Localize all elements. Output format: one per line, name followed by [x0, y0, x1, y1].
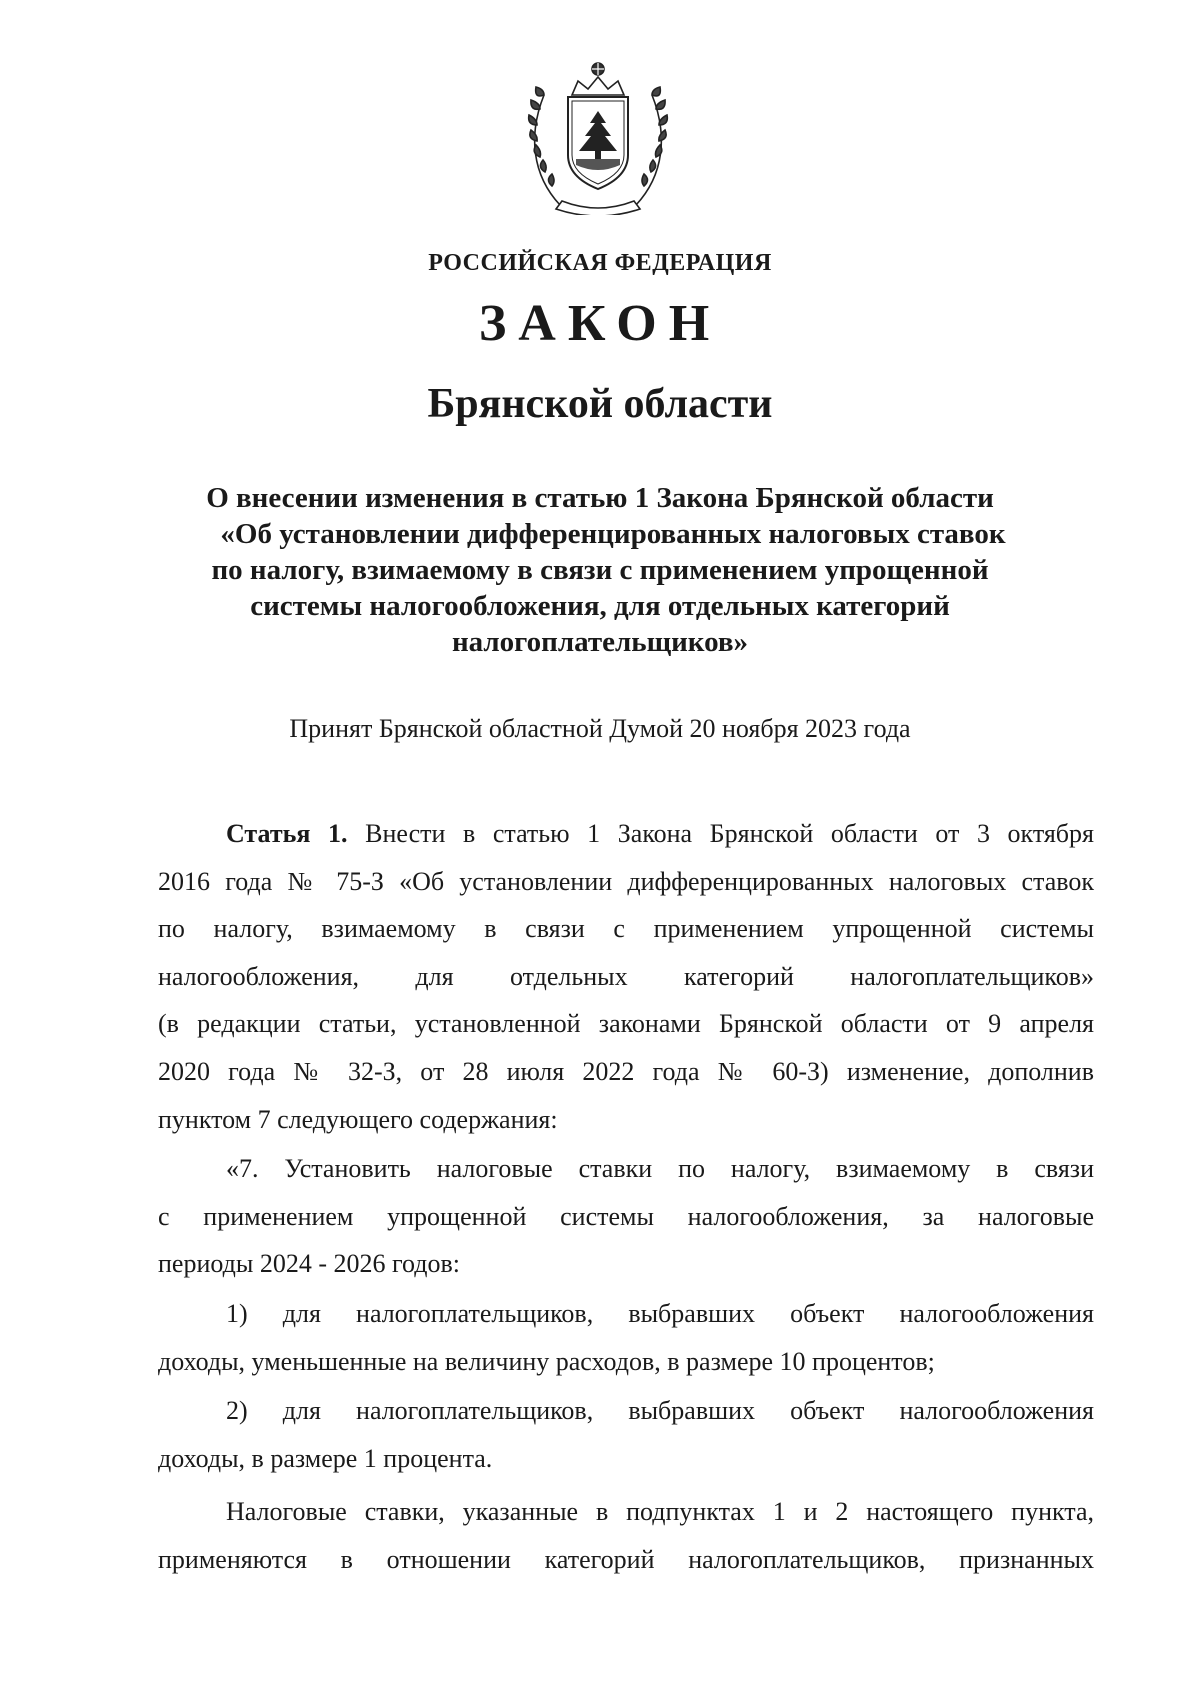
article-line: 2020 года № 32-З, от 28 июля 2022 года № 60-З) изменение, дополнив [158, 1056, 1094, 1086]
country-heading: РОССИЙСКАЯ ФЕДЕРАЦИЯ [428, 250, 772, 276]
rates-line: применяются в отношении категорий налогоплательщиков, признанных [158, 1544, 1094, 1574]
region-heading: Брянской области [427, 381, 773, 427]
law-title-line: «Об установлении дифференцированных налоговых ставок [220, 518, 1006, 550]
law-title-line: системы налогообложения, для отдельных категорий [250, 590, 950, 622]
clause7-line: периоды 2024 - 2026 годов: [158, 1249, 460, 1279]
article-label: Статья 1. [226, 819, 348, 848]
item2-line: 2) для налогоплательщиков, выбравших объект налогообложения [226, 1396, 1094, 1426]
article-line: пунктом 7 следующего содержания: [158, 1104, 558, 1134]
law-title-line: налогоплательщиков» [451, 626, 749, 658]
article-line: налогообложения, для отдельных категорий налогоплательщиков» [158, 961, 1094, 991]
document-type-heading: ЗАКОН [478, 295, 722, 352]
clause7-line: «7. Установить налоговые ставки по налогу, взимаемому в связи [226, 1154, 1094, 1184]
law-title-line: О внесении изменения в статью 1 Закона Брянской области [206, 482, 994, 514]
coat-of-arms-emblem [522, 55, 674, 215]
rates-line: Налоговые ставки, указанные в подпунктах 1 и 2 настоящего пункта, [226, 1497, 1094, 1527]
item1-line: 1) для налогоплательщиков, выбравших объект налогообложения [226, 1298, 1094, 1328]
law-title-line: по налогу, взимаемому в связи с применением упрощенной [211, 554, 989, 586]
article-body [158, 810, 1094, 1584]
adoption-note: Принят Брянской областной Думой 20 ноября 2023 года [289, 714, 911, 743]
article-line: (в редакции статьи, установленной законами Брянской области от 9 апреля [158, 1009, 1094, 1039]
law-title [150, 480, 1050, 660]
article-line: 2016 года № 75-З «Об установлении дифференцированных налоговых ставок [158, 866, 1094, 896]
article-text: Внести в статью 1 Закона Брянской области от 3 октября [365, 819, 1094, 848]
item2-line: доходы, в размере 1 процента. [158, 1443, 493, 1473]
article-first-line [158, 810, 1094, 858]
item1-line: доходы, уменьшенные на величину расходов, в размере 10 процентов; [158, 1346, 935, 1376]
article-line: по налогу, взимаемому в связи с применением упрощенной системы [158, 914, 1094, 944]
clause7-line: с применением упрощенной системы налогообложения, за налоговые [158, 1201, 1094, 1231]
